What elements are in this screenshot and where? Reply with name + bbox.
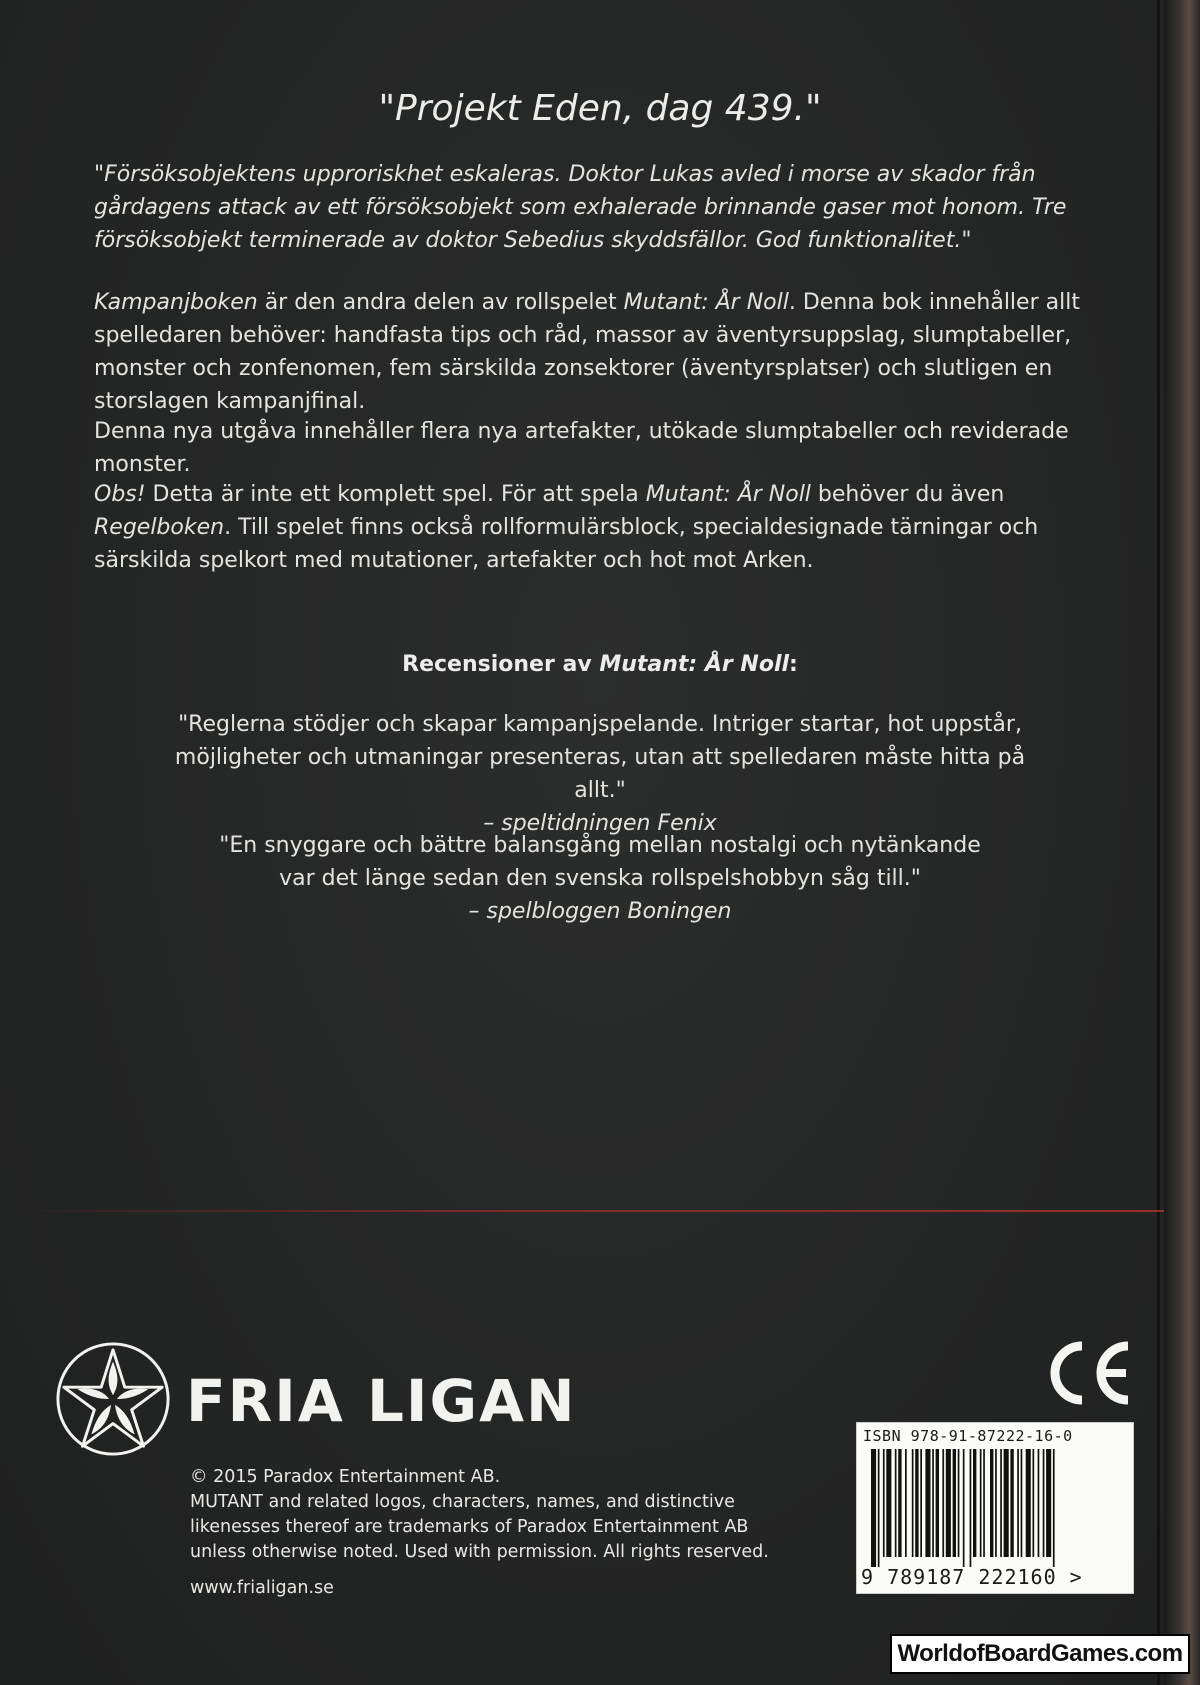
barcode-bar [1010,1449,1013,1557]
paragraph-text: behöver du även [810,482,1005,507]
barcode-bar [1021,1449,1023,1557]
barcode-bar [871,1449,876,1567]
paragraph-kampanjboken [94,286,1114,418]
barcode-bar [878,1449,880,1567]
paragraph-text: . Denna bok innehåller allt spelledaren behöver: handfasta tips och råd, massor av äventyrsuppslag, slumptabeller, monster och zonfenomen, fem särskilda zonsektorer (äventyrsplatser) och slutligen en storslagen kampanjfinal. [94,290,1080,414]
legal-line: © 2015 Paradox Entertainment AB. [190,1467,501,1487]
barcode-bar [1038,1449,1040,1557]
barcode-bar [980,1449,982,1557]
barcode-bar [983,1449,985,1557]
barcode-bar [995,1449,997,1557]
reviews-heading [0,652,1200,677]
barcode-bar [963,1449,965,1567]
isbn-label: ISBN 978-91-87222-16-0 [863,1427,1073,1445]
barcode-bar [925,1449,930,1557]
barcode-bar [912,1449,914,1557]
obs-label: Obs! [94,482,146,507]
paragraph-text: Detta är inte ett komplett spel. För att spela [145,482,646,507]
barcode-bar [905,1449,907,1557]
book-spine-edge [1164,0,1200,1685]
barcode-bar [936,1449,939,1557]
barcode-bar [898,1449,901,1557]
barcode-bar [1000,1449,1002,1557]
publisher-website[interactable]: www.frialigan.se [190,1578,334,1598]
headline: "Projekt Eden, dag 439." [378,88,822,129]
book-title-italic: Kampanjboken [94,290,258,315]
review-line: var det länge sedan den svenska rollspelshobbyn såg till." [279,866,921,891]
ce-mark-icon [1044,1338,1134,1408]
watermark-badge [890,1634,1190,1674]
barcode-bar [942,1449,944,1557]
barcode-bar [883,1449,885,1557]
barcode-bar [1033,1449,1035,1557]
barcode-bar [1043,1449,1045,1557]
review-quote [150,708,1050,840]
reviews-heading-prefix: Recensioner av [402,652,600,677]
barcode-bar [953,1449,956,1557]
barcode-bar [1046,1449,1051,1557]
barcode-digits: 9 789187 222160 > [861,1565,1083,1589]
intro-quote: "Försöksobjektens upproriskhet eskaleras. Doktor Lukas avled i morse av skador från gårdagens attack av ett försöksobjekt som exhalerade brinnande gaser mot honom. Tre försöksobjekt terminerade av doktor Sebedius skyddsfällor. God funktionalitet." [94,162,1067,253]
review-line: "Reglerna stödjer och skapar kampanjspelande. Intriger startar, hot uppstår, [178,712,1022,737]
barcode-bar [915,1449,918,1557]
review-quote [150,829,1050,928]
star-flower-icon [54,1340,172,1458]
barcode-bar [1004,1449,1009,1557]
barcode-bar [1026,1449,1031,1557]
review-line: "En snyggare och bättre balansgång mellan nostalgi och nytänkande [219,833,981,858]
legal-line: likenesses thereof are trademarks of Paradox Entertainment AB [190,1517,749,1537]
review-source: – speltidningen Fenix [483,811,717,836]
paragraph-obs [94,478,1114,577]
paragraph-text: är den andra delen av rollspelet [257,290,624,315]
barcode-bar [886,1449,891,1557]
isbn-barcode [856,1422,1134,1594]
watermark-text: WorldofBoardGames.com [897,1640,1183,1667]
legal-line: unless otherwise noted. Used with permission. All rights reserved. [190,1542,769,1562]
legal-notice [190,1465,770,1565]
barcode-bar [1017,1449,1019,1557]
barcode-bar [958,1449,960,1557]
reviews-heading-suffix: : [789,652,798,677]
barcode-bars [863,1449,1127,1567]
review-source: – spelbloggen Boningen [468,899,732,924]
barcode-bar [990,1449,993,1557]
review-line: möjligheter och utmaningar presenteras, utan att spelledaren måste hitta på allt." [174,745,1026,803]
barcode-bar [1053,1449,1055,1567]
game-title-italic: Mutant: År Noll [623,290,789,315]
barcode-bar [970,1449,972,1567]
spine-shadow-line [1157,0,1160,1685]
barcode-bar [946,1449,951,1557]
red-accent-line [0,1210,1164,1212]
barcode-bar [973,1449,976,1557]
paragraph-text: . Till spelet finns också rollformulärsblock, specialdesignade tärningar och särskilda spelkort med mutationer, artefakter och hot mot Arken. [94,515,1039,573]
paragraph-new-edition: Denna nya utgåva innehåller flera nya artefakter, utökade slumptabeller och reviderade monster. [94,419,1069,477]
game-title-italic: Mutant: År Noll [645,482,811,507]
barcode-bar [920,1449,922,1557]
barcode-bar [895,1449,897,1557]
reviews-heading-game: Mutant: År Noll [599,652,790,677]
publisher-logo-text: FRIA LIGAN [186,1367,577,1435]
legal-line: MUTANT and related logos, characters, names, and distinctive [190,1492,735,1512]
barcode-bar [932,1449,934,1557]
rulebook-title-italic: Regelboken [94,515,225,540]
